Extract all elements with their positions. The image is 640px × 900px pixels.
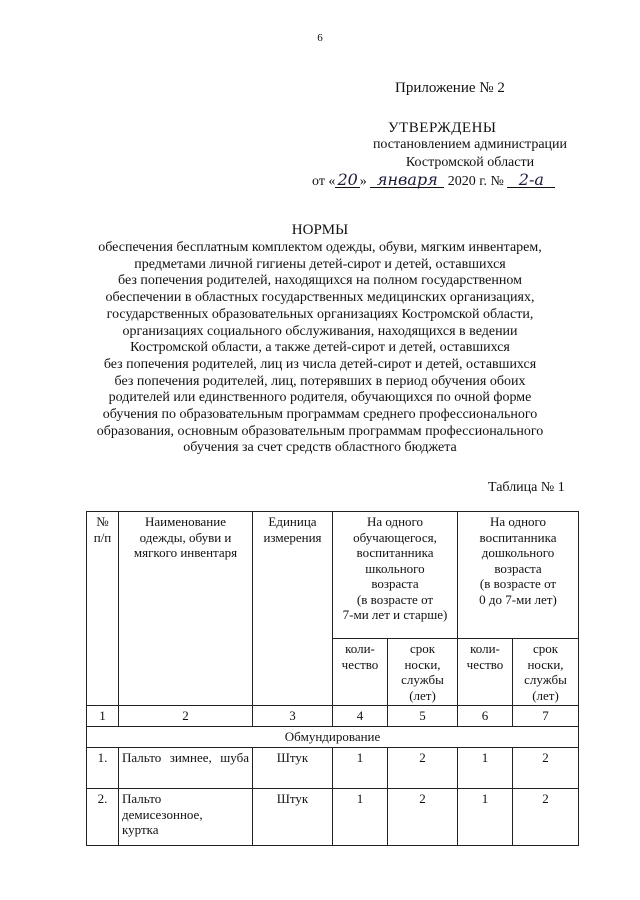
- handwritten-day: 20: [337, 170, 358, 189]
- column-number: 3: [253, 706, 333, 727]
- row-term-preschool: 2: [513, 748, 579, 789]
- header-term-preschool: срок носки, службы (лет): [513, 639, 579, 706]
- section-title: Обмундирование: [87, 727, 579, 748]
- table-row: [87, 789, 579, 846]
- header-num: № п/п: [87, 512, 119, 706]
- header-qty-school: коли- чество: [333, 639, 388, 706]
- table-row: [87, 748, 579, 789]
- column-number: 2: [119, 706, 253, 727]
- page-number: 6: [317, 32, 323, 44]
- row-qty-preschool: 1: [458, 789, 513, 846]
- norms-table: [86, 511, 579, 846]
- year-text: 2020 г. №: [447, 174, 504, 189]
- header-qty-preschool: коли- чество: [458, 639, 513, 706]
- column-number: 5: [388, 706, 458, 727]
- row-name: Пальто зимнее, шуба: [119, 748, 253, 789]
- column-number: 4: [333, 706, 388, 727]
- header-name: Наименование одежды, обуви и мягкого инвентаря: [119, 512, 253, 706]
- table-header-row: [87, 512, 579, 639]
- row-unit: Штук: [253, 789, 333, 846]
- row-unit: Штук: [253, 748, 333, 789]
- row-term-school: 2: [388, 748, 458, 789]
- document-title: НОРМЫ: [291, 222, 349, 238]
- handwritten-number: 2-а: [507, 172, 555, 188]
- row-num: 1.: [87, 748, 119, 789]
- header-school-age: На одного обучающегося, воспитанника школьного возраста (в возрасте от 7-ми лет и старше): [333, 512, 458, 639]
- column-number: 7: [513, 706, 579, 727]
- column-numbers-row: [87, 706, 579, 727]
- date-prefix: от «: [312, 174, 336, 189]
- handwritten-month: января: [370, 172, 444, 188]
- column-number: 6: [458, 706, 513, 727]
- header-preschool-age: На одного воспитанника дошкольного возраста (в возрасте от 0 до 7-ми лет): [458, 512, 579, 639]
- date-mid: »: [359, 174, 367, 189]
- approval-line-1: постановлением администрации: [372, 137, 568, 152]
- row-qty-school: 1: [333, 789, 388, 846]
- approval-heading: УТВЕРЖДЕНЫ: [388, 120, 497, 136]
- approval-line-2: Костромской области: [405, 155, 535, 170]
- row-term-school: 2: [388, 789, 458, 846]
- row-name: Пальто демисезонное, куртка: [119, 789, 253, 846]
- header-term-school: срок носки, службы (лет): [388, 639, 458, 706]
- document-subtitle: обеспечения бесплатным комплектом одежды, обуви, мягким инвентарем, предметами личной гигиены детей-сирот и детей, оставшихся без попечения родителей, находящихся на полном государственном обеспечении в областных государственных медицинских организациях, государственных образовательных организациях Костромской области, организациях социального обслуживания, находящихся в ведении Костромской области, а также детей-сирот и детей, оставшихся без попечения родителей, лиц из числа детей-сирот и детей, оставшихся без попечения родителей, лиц, потерявших в период обучения обоих родителей или единственного родителя, обучающихся по очной форме обучения по образовательным программам среднего профессионального образования, основным образовательным программам профессионального обучения за счет средств областного бюджета: [96, 240, 544, 456]
- row-term-preschool: 2: [513, 789, 579, 846]
- column-number: 1: [87, 706, 119, 727]
- approval-date-line: [312, 172, 555, 190]
- row-qty-preschool: 1: [458, 748, 513, 789]
- row-qty-school: 1: [333, 748, 388, 789]
- row-num: 2.: [87, 789, 119, 846]
- header-unit: Единица измерения: [253, 512, 333, 706]
- section-row: [87, 727, 579, 748]
- table-label: Таблица № 1: [488, 480, 565, 495]
- appendix-label: Приложение № 2: [395, 80, 505, 96]
